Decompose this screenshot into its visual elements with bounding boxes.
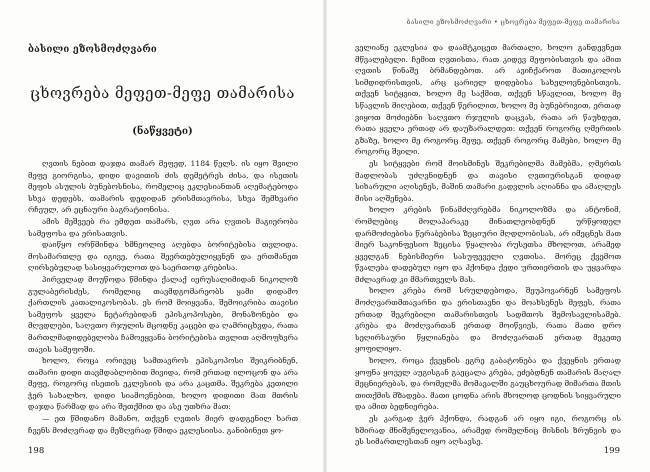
chapter-subtitle: (ნაწყვეტი) <box>132 126 193 137</box>
page-number-left: 198 <box>28 446 45 456</box>
paragraph: ხოლო კრების წინამძღვრებმა ნიკოლოზმა და ანტონიმ, რომლებიც მოლაპარაკე მინათლეობდნენ ურწყოდელ დარმოძიებისა წერაბებისა ზეციური მღდლობისას, არ იმეცნეს მათ მიერ საკონფესიო ზეცისა წყალობა რუსეთსა მხოლოთ, არამედ ყველგან ნებისმიერი სასუფეველი ღვთისა. მორეც ქვემოთ წვალება დადებულ იყო და ჰქონდა ქედი ურთიერთის და უყვარდა მძლავრად კი მმართველს მას. <box>355 205 621 284</box>
page-number-right: 199 <box>603 446 620 456</box>
paragraph: — ეთ წმიდანო მამანო, თქვენ ღვთის მიერ დადგენილ ხართ ჩვენს მოძღვრად და მეზღვრად წმიდა ეკლესიისა. განიბინეთ ყო- <box>28 414 298 435</box>
paragraph: ხოლო, როცა ორივეც სამთავროს ეპისკოპოსი შეიკრიბნენ, თამარი დიდი თავმდაბლობით მივიდა, რომ ერთად ილოცონ და არა მეფე, როგორც ისეთის ეკლესიის და არა კაცთმა. შეკრება კეთილი ჭერ სახალხო, დიდი სიამოვნებით, ხოლო დიდითი მათ მთრის დაჯდა წარმად და არა შეთქმით და ასე უთხრა მათ: <box>28 356 298 412</box>
paragraph: ხოლო, როცა ქვეყნის ეგრე გაბატონება და ქვეყნის ერთად ყოფნა ყოველ აუგისგან გაეცალა კრება, ეძებდნენ თამარის მაღალ მეცნიერებას, და რომელმა მომავალში გაუცხოურად მიმართა მთის თითქმის მზადება. მათი ცოდნა არის მხოლოდ ცოდნის სიყვარული და ამით ბედნიერება. <box>355 356 621 412</box>
chapter-title: ცხოვრება მეფეთ-მეფე თამარისა <box>30 86 295 102</box>
right-body-text <box>355 42 621 446</box>
left-body-text <box>28 158 298 444</box>
paragraph: ეს სიტყვები რომ მოისმინეს შეკრებილმა მამებმა, ღმერთს მადლობას უძღვნიდნენ და თავისი ღვთიურისგან დიდად სიხარული აღისენეს, მაშინ თამარი გადვლის აღიანნა და ამაღლეს მისი აღშენება. <box>355 158 621 203</box>
author-name: ბასილი ეზოსმოძღვარი <box>28 44 157 55</box>
paragraph: ამის მეშვეებ რა ემდეთ თამარს, ღვთ არა ღვთის მაგიერობა სამეფოსა და ერისათვის. <box>28 216 298 238</box>
paragraph: ეს კარგად ჭერ ჰქონდა, რადგან არ იყო იგი, როგორც ის ხშირად მნიშვნელოვანია, არამედ რომელნიც მისნის ზრუნვის და ეს სიმართლესთან იყო აღსავსე. <box>355 414 621 446</box>
paragraph: ღვთის ნებით დაჯდა თამარ მეფედ, 1184 წელს. ის იყო შვილი მეფე გიორგისა, დიდი დავითის ძის დემეტრეს ძისა, და ისეთის მეფის ასულის ბუნებოსნისა, რომელიც ეკლესიანთან აღემატებოდა სხვა დედებს, თამარის დედიდან ერისმთავრისა, სხვა შემხვარი რჩეულ, არ ეცნაური ბაგრატიონისა. <box>28 159 298 215</box>
running-header: ბასილი ეზოსმოძღვარი • ცხოვრება მეფეთ-მეფე თამარისა <box>406 18 620 26</box>
paragraph: ხოლო კრება რომ სრულდებოდა, შეუპოვარნენ სამეფოს მოძღვართმთავარნი და ერისთავნი და მოახსენეს მეფეს, რათა ერთად შეკრებილი თამარისთვის სადმთოს შემოსავლისამებ. კრება და მოძღვართან ერთად მოიწვიეს, რათა მათი დრო სეღირსაური წყლიანება და მოძღვართან ერთად მეკეთე ყოფილიყო. <box>355 286 621 354</box>
paragraph: პირველად მოუწოდა წმინდა ქალაქ იერუსალიმიდან ნიკოლოზ გულაბერისძეს, რომელიც თავმდგომარეობს ყამი დიდამო ქართლის კათალიკოსობას. ეს რომ მოიყვანა, შემოიკრიბა თავისი სამეფოს ყველა ნეტარებიდან ეპისკოპოსები, მონაზონები და მღვდლები, საღვთო რჯულის მცოდნე კაცები და ღამრიცხვდა, რათა მართლმადიდებელობა ჩამოეყვანა ბორიტებისა თვლით აღმოფხვრა თავის სამეფოში. <box>28 274 298 354</box>
right-page <box>325 0 650 472</box>
paragraph: დაიწყო ორწმინდა ხმნეოლივ აღებდა ბორიტებისა თვლიდა. მოსამართლე და იგივე, რათა შეერთებულიყვნენ და ერთმანეთ ღირსებულად სასიყვარულოთ და საერთოდ კრებისა. <box>28 240 298 273</box>
paragraph: ველიანე ეკლესია და დაამტკიცეთ მართალი, ხოლო განდევნეთ მწვალებელი. ჩემით ღვთისთა, რათ კიდევ მეფობისთვის და ამით ღვთის წინაშე ბრმანდებოთ. არ ავიჩქაროთ მათიკოლოს სიმდიდრისთვის, არც ცარიელ დიდებისა სახელოვნებისთვის. თქვენ სიტყვით, ხოლო მე საქმით, თქვენ სწავლით, ხოლო მე სწავლის მიღებით, თქვენ წერილით, ხოლო მე ბუნებრივით, ერთად ვიყოთ მოძიებნი საღვთო რჯულის დაცვას, რათა არ წაუხდეთ, რათა ყველა ერთად არ დაუზარალდეთ: თქვენ როგორც ღმერთის გზაზე, ხოლო მე როგორც მეფე, თქვენ როგორც მამები, ხოლო მე როგორც შვილი. <box>355 43 621 157</box>
